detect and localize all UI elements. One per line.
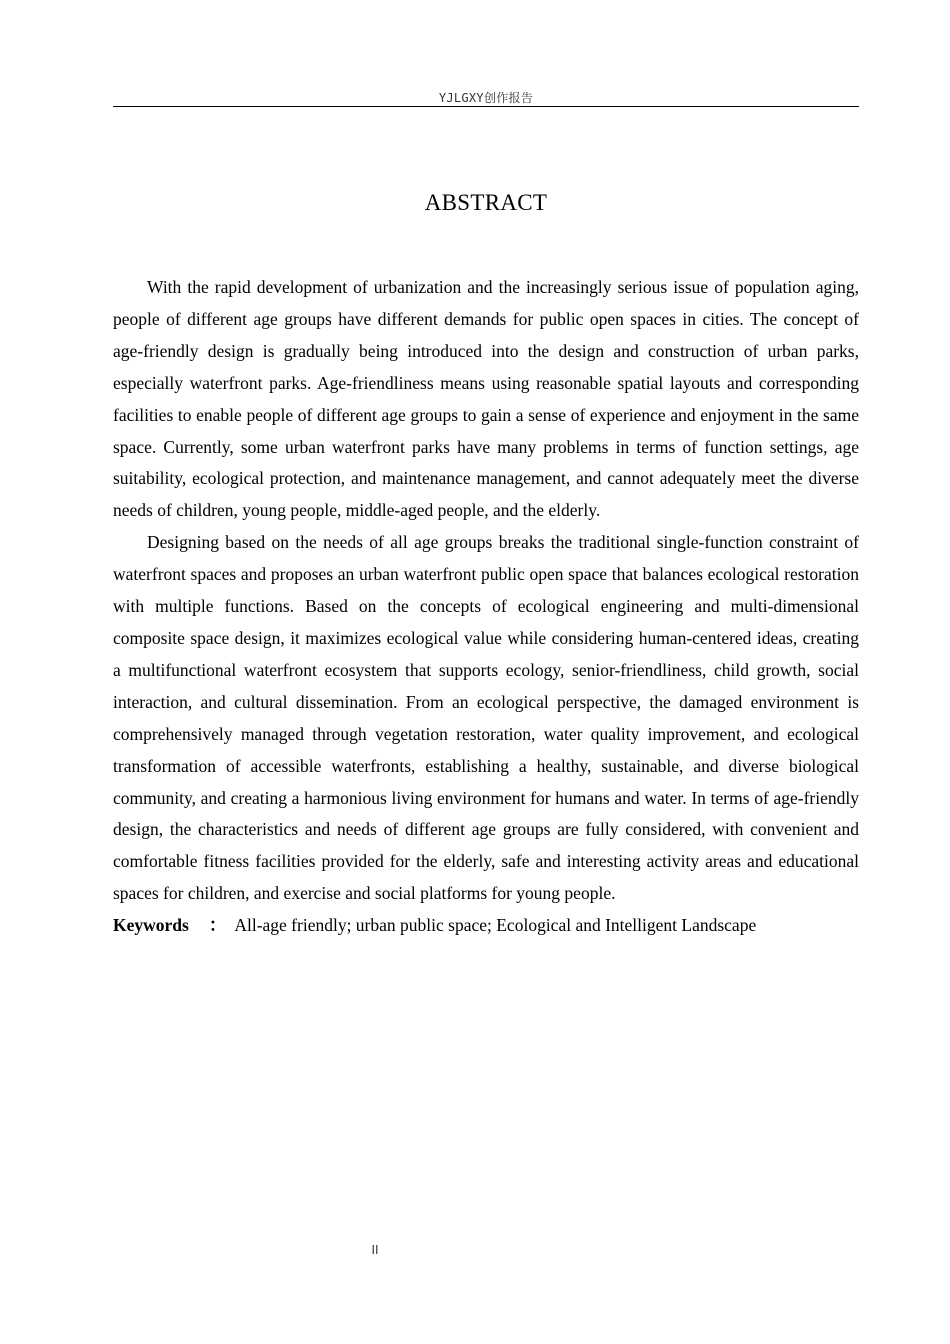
keywords-colon: ： <box>208 916 227 937</box>
keywords-label: Keywords <box>113 915 189 936</box>
keywords-line <box>113 910 859 943</box>
keywords-text: All-age friendly; urban public space; Ecological and Intelligent Landscape <box>234 915 757 936</box>
header-rule <box>113 106 859 107</box>
abstract-paragraph-2: Designing based on the needs of all age groups breaks the traditional single-function constraint of waterfront spaces and proposes an urban waterfront public open space that balances ecological restoration with multiple functions. Based on the concepts of ecological engineering and multi-dimensional composite space design, it maximizes ecological value while considering human-centered ideas, creating a multifunctional waterfront ecosystem that supports ecology, senior-friendliness, child growth, social interaction, and cultural dissemination. From an ecological perspective, the damaged environment is comprehensively managed through vegetation restoration, water quality improvement, and ecological transformation of accessible waterfronts, establishing a healthy, sustainable, and diverse biological community, and creating a harmonious living environment for humans and water. In terms of age-friendly design, the characteristics and needs of different age groups are fully considered, with convenient and comfortable fitness facilities provided for the elderly, safe and interesting activity areas and educational spaces for children, and exercise and social platforms for young people. <box>113 532 859 904</box>
page-number: II <box>371 1243 379 1257</box>
abstract-body <box>113 272 859 943</box>
abstract-title: ABSTRACT <box>424 190 548 215</box>
abstract-paragraph-1: With the rapid development of urbanization and the increasingly serious issue of population aging, people of different age groups have different demands for public open spaces in cities. The concept of age-friendly design is gradually being introduced into the design and construction of urban parks, especially waterfront parks. Age-friendliness means using reasonable spatial layouts and corresponding facilities to enable people of different age groups to gain a sense of experience and enjoyment in the same space. Currently, some urban waterfront parks have many problems in terms of function settings, age suitability, ecological protection, and maintenance management, and cannot adequately meet the diverse needs of children, young people, middle-aged people, and the elderly. <box>113 277 859 521</box>
page-header: YJLGXY创作报告 <box>438 91 534 105</box>
